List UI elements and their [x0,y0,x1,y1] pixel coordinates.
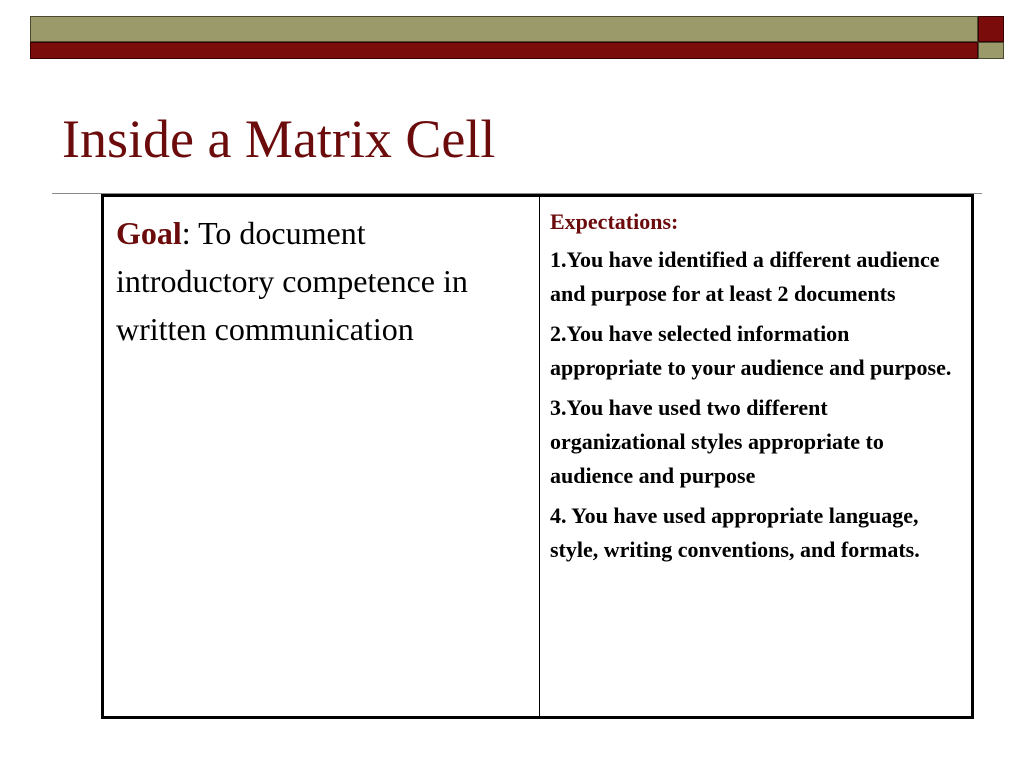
expectation-item: 4. You have used appropriate language, style, writing conventions, and formats. [550,503,920,562]
goal-text: : To document introductory competence in written communication [116,215,468,347]
matrix-cell-table [101,194,974,719]
goal-label: Goal [116,215,182,251]
header-square-maroon [978,16,1004,42]
header-bar-olive [30,16,978,42]
header-square-olive [978,42,1004,59]
header-bar-maroon [30,42,978,59]
expectation-item: 2.You have selected information appropriate to your audience and purpose. [550,321,952,380]
slide-title: Inside a Matrix Cell [62,109,496,169]
expectations-cell [540,197,971,716]
goal-cell [104,197,540,716]
expectation-item: 1.You have identified a different audience and purpose for at least 2 documents [550,247,940,306]
expectation-item: 3.You have used two different organizational styles appropriate to audience and purpose [550,395,884,488]
expectations-heading: Expectations: [550,209,679,234]
